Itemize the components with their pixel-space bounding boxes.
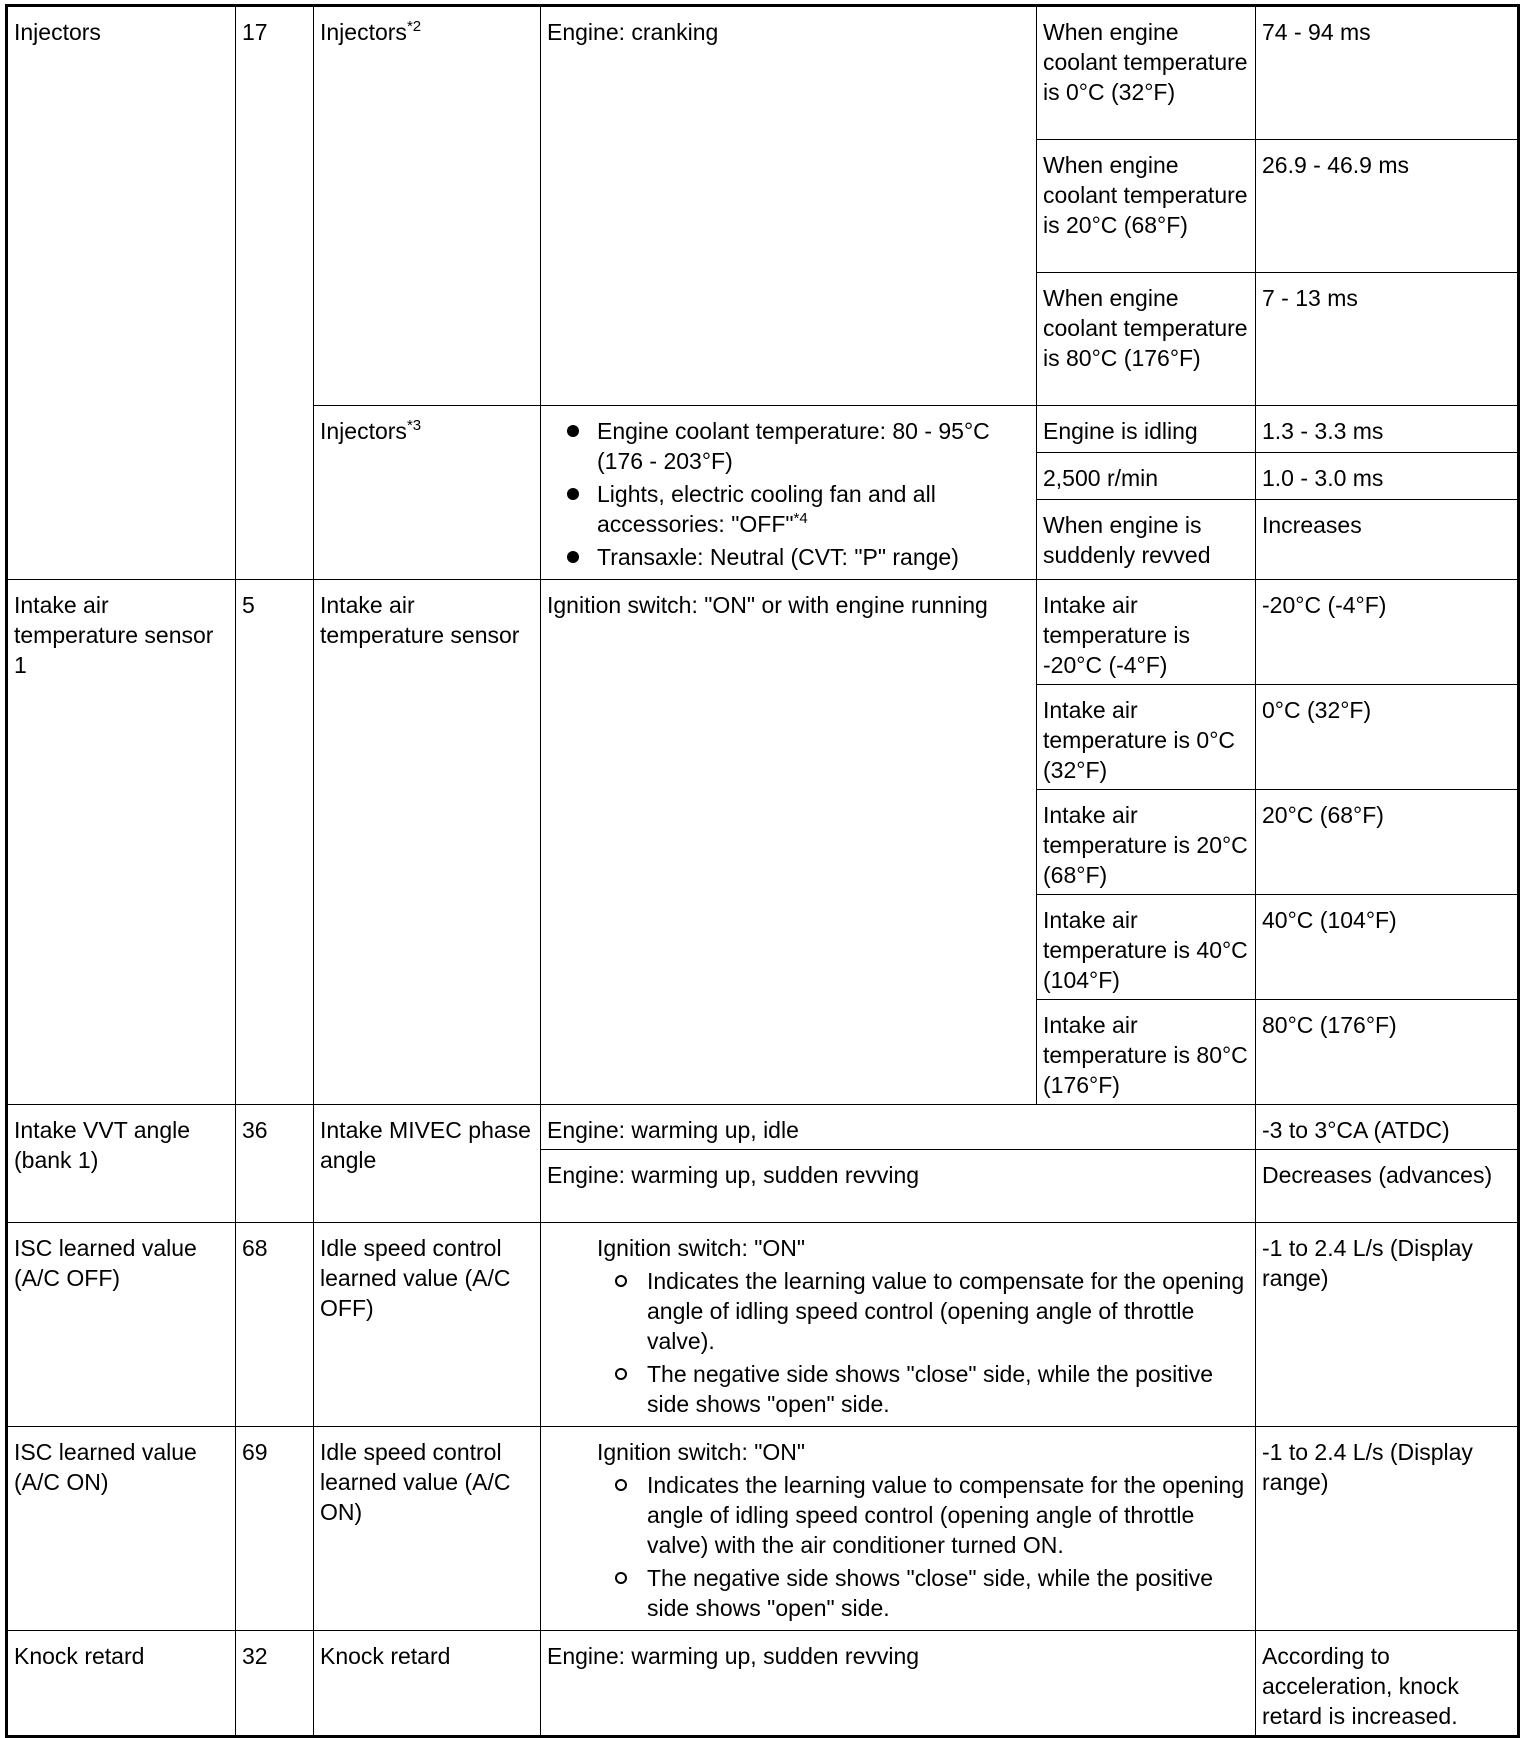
normal-condition-cell: 74 - 94 ms [1256,6,1519,140]
note-text: Indicates the learning value to compensate for the opening angle of idling speed control (opening angle of throttle valve). [647,1268,1245,1354]
condition-note-list [547,1470,1249,1623]
note-text: The negative side shows "close" side, while the positive side shows "open" side. [647,1361,1214,1417]
list-item [547,479,1030,539]
bullet-text: Transaxle: Neutral (CVT: "P" range) [597,544,959,570]
check-item-cell: Knock retard [314,1631,541,1737]
condition-cell: Engine: warming up, sudden revving [541,1150,1256,1223]
normal-condition-cell: 40°C (104°F) [1256,895,1519,1000]
item-cell: Injectors [7,6,236,580]
footnote-mark: *4 [793,510,808,527]
sub-condition-cell: Intake air temperature is 20°C (68°F) [1037,790,1256,895]
sub-condition-cell: When engine coolant temperature is 80°C (176°F) [1037,273,1256,406]
list-item [547,1266,1249,1356]
bullet-icon [567,488,579,500]
normal-condition-cell: 0°C (32°F) [1256,685,1519,790]
bullet-text: Engine coolant temperature: 80 - 95°C (176 - 203°F) [597,418,990,474]
normal-condition-cell: 1.0 - 3.0 ms [1256,452,1519,499]
normal-condition-cell: 26.9 - 46.9 ms [1256,140,1519,273]
table-row [7,6,1519,140]
circle-bullet-icon [615,1368,627,1380]
service-data-table [5,4,1520,1738]
bullet-icon [567,551,579,563]
normal-condition-cell: Decreases (advances) [1256,1150,1519,1223]
sub-condition-cell: Intake air temperature is 80°C (176°F) [1037,1000,1256,1105]
item-cell: Intake VVT angle (bank 1) [7,1105,236,1223]
normal-condition-cell: According to acceleration, knock retard is increased. [1256,1631,1519,1737]
list-item [547,416,1030,476]
condition-cell [541,1427,1256,1631]
condition-cell: Engine: warming up, sudden revving [541,1631,1256,1737]
condition-bullet-list [547,416,1030,572]
item-cell: ISC learned value (A/C OFF) [7,1223,236,1427]
table-row [7,1631,1519,1737]
condition-heading: Ignition switch: "ON" [597,1439,806,1465]
normal-condition-cell: 1.3 - 3.3 ms [1256,406,1519,453]
sub-condition-cell: Intake air temperature is 40°C (104°F) [1037,895,1256,1000]
list-item [547,1470,1249,1560]
normal-condition-cell: 80°C (176°F) [1256,1000,1519,1105]
circle-bullet-icon [615,1572,627,1584]
list-item [547,1563,1249,1623]
list-item [547,542,1030,572]
condition-heading: Ignition switch: "ON" [597,1235,806,1261]
condition-cell: Ignition switch: "ON" or with engine running [541,580,1037,1105]
sub-condition-cell: When engine coolant temperature is 0°C (32°F) [1037,6,1256,140]
check-item-cell [314,406,541,580]
condition-cell: Engine: warming up, idle [541,1105,1256,1150]
item-number-cell: 69 [236,1427,314,1631]
normal-condition-cell: -3 to 3°CA (ATDC) [1256,1105,1519,1150]
bullet-icon [567,425,579,437]
note-text: Indicates the learning value to compensate for the opening angle of idling speed control (opening angle of throttle valve) with the air conditioner turned ON. [647,1472,1245,1558]
check-item-cell [314,6,541,406]
sub-condition-cell: Intake air temperature is -20°C (-4°F) [1037,580,1256,685]
normal-condition-cell: -1 to 2.4 L/s (Display range) [1256,1223,1519,1427]
check-item-cell: Intake air temperature sensor [314,580,541,1105]
footnote-mark: *3 [406,417,422,434]
normal-condition-cell: -1 to 2.4 L/s (Display range) [1256,1427,1519,1631]
normal-condition-cell: -20°C (-4°F) [1256,580,1519,685]
circle-bullet-icon [615,1479,627,1491]
check-item-cell: Idle speed control learned value (A/C ON) [314,1427,541,1631]
normal-condition-cell: 7 - 13 ms [1256,273,1519,406]
check-item-label: Injectors [320,418,407,444]
note-text: The negative side shows "close" side, while the positive side shows "open" side. [647,1565,1214,1621]
sub-condition-cell: Engine is idling [1037,406,1256,453]
table-row [7,580,1519,685]
item-number-cell: 32 [236,1631,314,1737]
sub-condition-cell: When engine is suddenly revved [1037,499,1256,579]
footnote-mark: *2 [406,18,422,35]
item-number-cell: 68 [236,1223,314,1427]
item-cell: Knock retard [7,1631,236,1737]
table-row [7,1223,1519,1427]
circle-bullet-icon [615,1275,627,1287]
item-number-cell: 5 [236,580,314,1105]
sub-condition-cell: Intake air temperature is 0°C (32°F) [1037,685,1256,790]
table-row [7,1427,1519,1631]
item-number-cell: 36 [236,1105,314,1223]
normal-condition-cell: 20°C (68°F) [1256,790,1519,895]
condition-cell [541,406,1037,580]
condition-cell [541,1223,1256,1427]
sub-condition-cell: When engine coolant temperature is 20°C (68°F) [1037,140,1256,273]
sub-condition-cell: 2,500 r/min [1037,452,1256,499]
item-number-cell: 17 [236,6,314,580]
condition-cell: Engine: cranking [541,6,1037,406]
item-cell: ISC learned value (A/C ON) [7,1427,236,1631]
table-row [7,1105,1519,1150]
bullet-text: Lights, electric cooling fan and all accessories: "OFF" [597,481,936,537]
item-cell: Intake air temperature sensor 1 [7,580,236,1105]
check-item-cell: Intake MIVEC phase angle [314,1105,541,1223]
list-item [547,1359,1249,1419]
check-item-label: Injectors [320,19,407,45]
check-item-cell: Idle speed control learned value (A/C OFF) [314,1223,541,1427]
normal-condition-cell: Increases [1256,499,1519,579]
condition-note-list [547,1266,1249,1419]
